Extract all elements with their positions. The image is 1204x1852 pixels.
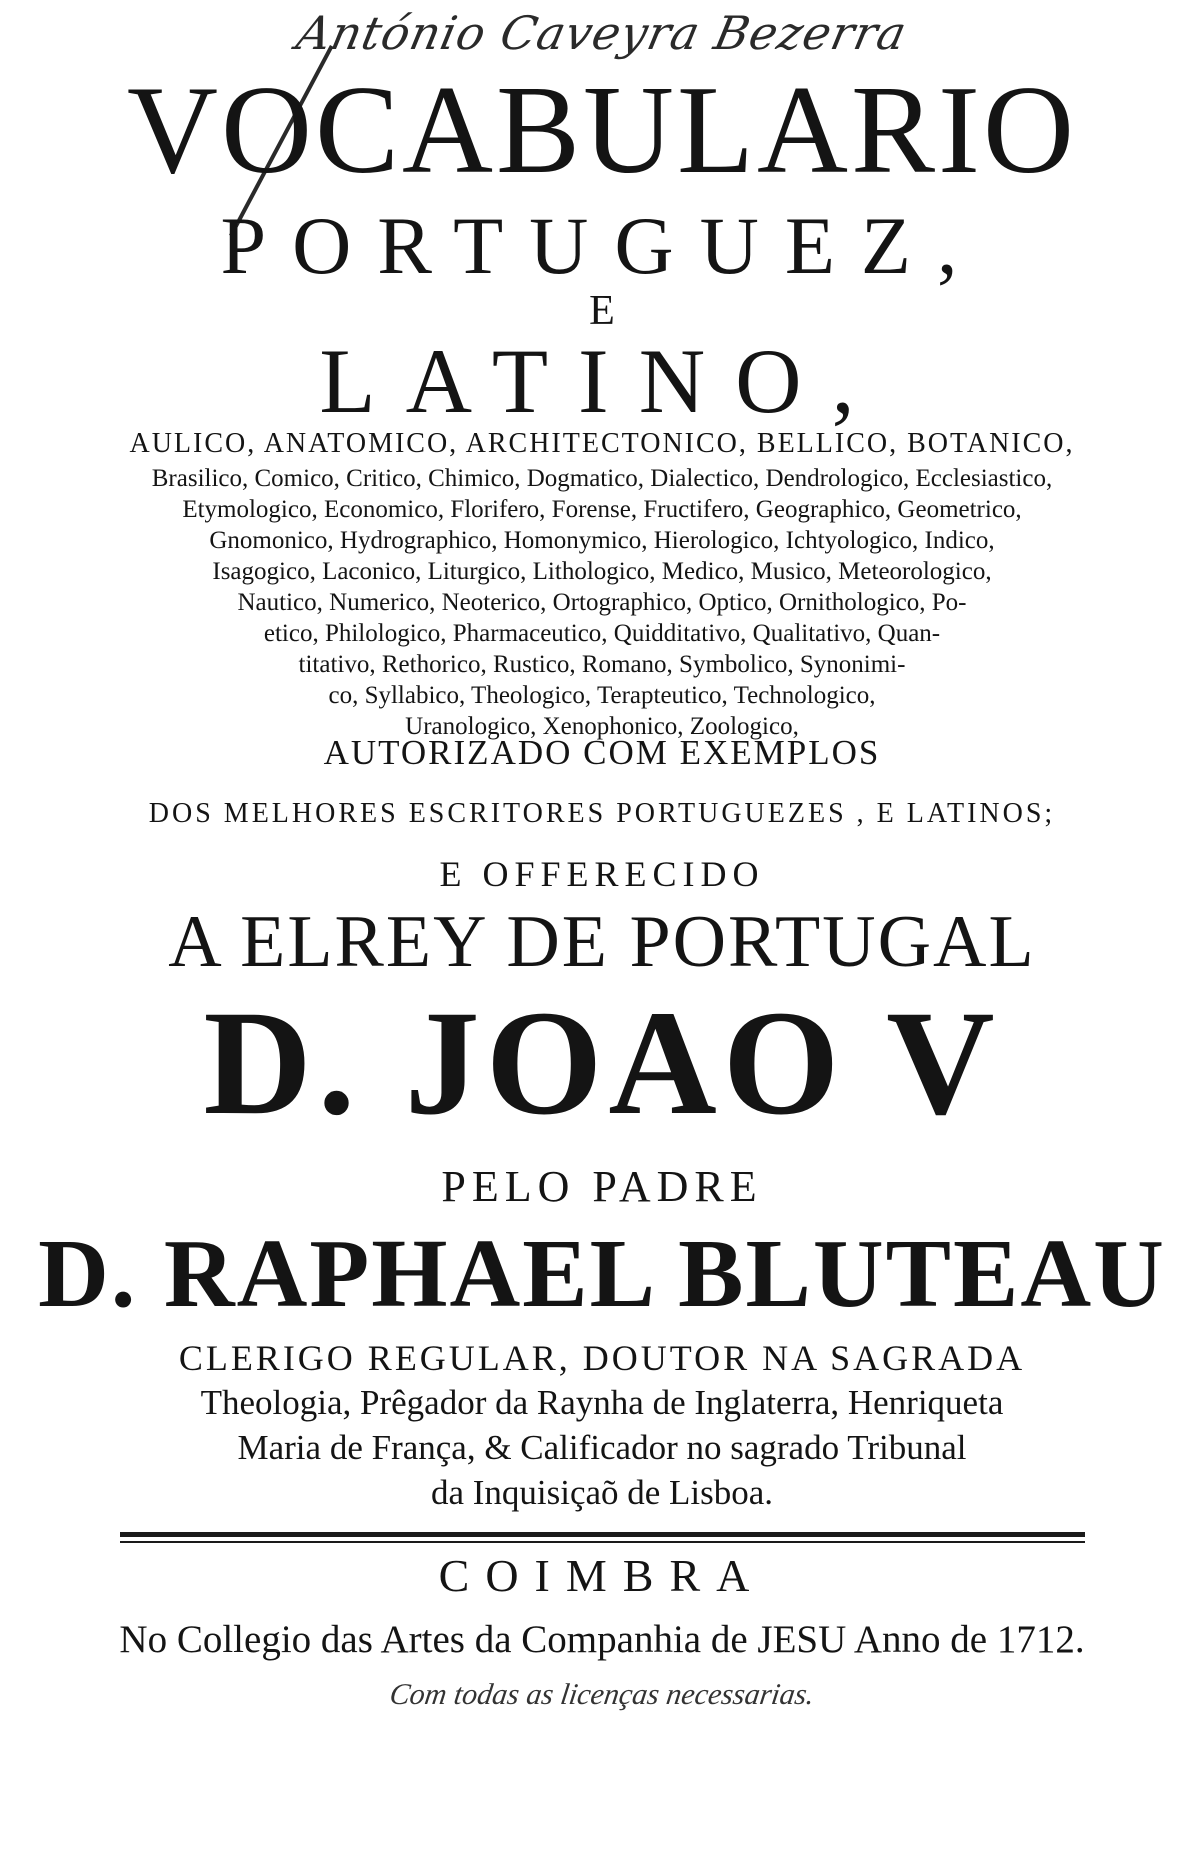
divider-rule (120, 1532, 1085, 1537)
offered-line: E OFFERECIDO (439, 854, 765, 894)
divider-rule-thin (120, 1541, 1085, 1543)
handwritten-signature: António Caveyra Bezerra (292, 6, 912, 60)
subject-line: Etymologico, Economico, Florifero, Forense, Fructifero, Geographico, Geometrico, (182, 496, 1022, 523)
title-latino: LATINO, (319, 330, 885, 432)
subject-line: Uranologico, Xenophonico, Zoologico, (405, 713, 799, 740)
author-title-line: da Inquisiçaõ de Lisboa. (430, 1473, 774, 1512)
author-title-line: Theologia, Prêgador da Raynha de Inglaterra, Henriqueta (200, 1383, 1004, 1422)
subject-line: titativo, Rethorico, Rustico, Romano, Symbolico, Synonimi- (298, 651, 906, 678)
licences-line: Com todas as licenças necessarias. (387, 1678, 817, 1711)
subject-line: etico, Philologico, Pharmaceutico, Quidditativo, Qualitativo, Quan- (263, 620, 941, 647)
title-main: VOCABULARIO (126, 61, 1077, 200)
by-line: PELO PADRE (441, 1162, 763, 1211)
city-name: COIMBRA (438, 1550, 766, 1601)
subject-line: co, Syllabico, Theologico, Terapteutico, Technologico, (328, 682, 876, 709)
subject-line: Gnomonico, Hydrographico, Homonymico, Hierologico, Ichtyologico, Indico, (209, 527, 995, 554)
title-conjunction: E (589, 288, 615, 334)
best-writers-line: DOS MELHORES ESCRITORES PORTUGUEZES , E LATINOS; (148, 798, 1056, 829)
author-title-line: CLERIGO REGULAR, DOUTOR NA SAGRADA (178, 1338, 1026, 1378)
author-title-line: Maria de França, & Calificador no sagrado Tribunal (237, 1428, 967, 1467)
author-name: D. RAPHAEL BLUTEAU (38, 1220, 1166, 1328)
title-sub: PORTUGUEZ, (220, 200, 984, 291)
king-name: D. JOAO V (203, 980, 1001, 1146)
subject-line: Brasilico, Comico, Critico, Chimico, Dogmatico, Dialectico, Dendrologico, Ecclesiastico, (151, 465, 1053, 492)
subject-line: AULICO, ANATOMICO, ARCHITECTONICO, BELLICO, BOTANICO, (129, 428, 1075, 459)
imprint-line: No Collegio das Artes da Companhia de JESU Anno de 1712. (119, 1618, 1085, 1661)
subject-line: Isagogico, Laconico, Liturgico, Lithologico, Medico, Musico, Meteorologico, (212, 558, 992, 585)
authorized-line: AUTORIZADO COM EXEMPLOS (323, 733, 881, 772)
subject-line: Nautico, Numerico, Neoterico, Ortographico, Optico, Ornithologico, Po- (237, 589, 967, 616)
dedication-line: A ELREY DE PORTUGAL (168, 901, 1036, 983)
